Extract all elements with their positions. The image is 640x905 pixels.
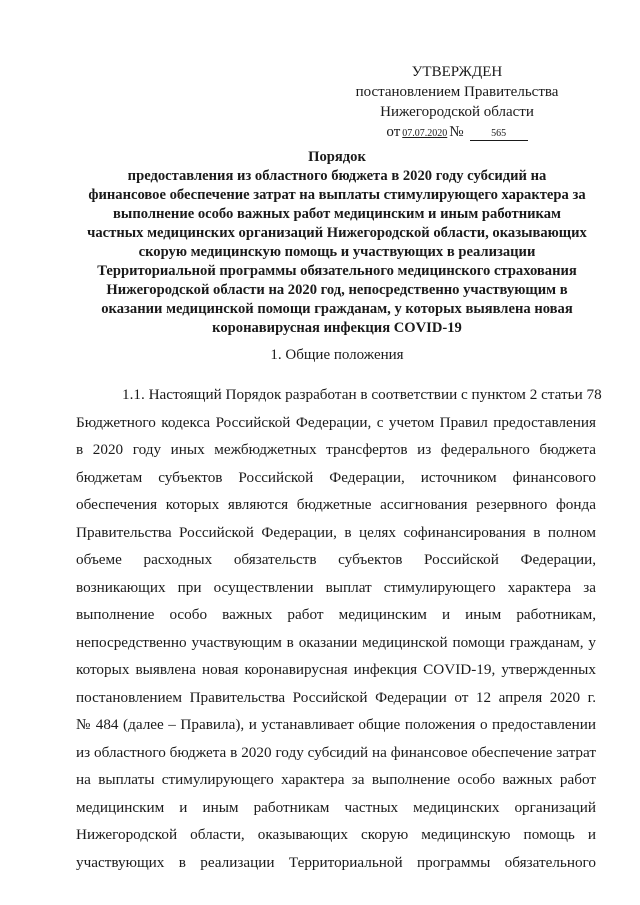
- paragraph-line: возникающих при осуществлении выплат стимулирующего характера за: [76, 578, 596, 596]
- approval-resolution: постановлением Правительства: [355, 84, 559, 100]
- title-line: Нижегородской области на 2020 год, непосредственно участвующим в: [106, 282, 568, 298]
- paragraph-line: в 2020 году иных межбюджетных трансфертов из федерального бюджета: [76, 441, 596, 458]
- approval-date-row: [386, 122, 527, 144]
- paragraph-line: Бюджетного кодекса Российской Федерации, с учетом Правил предоставления: [76, 413, 596, 431]
- title-line: частных медицинских организаций Нижегородской области, оказывающих: [87, 225, 587, 241]
- paragraph-line: 1.1. Настоящий Порядок разработан в соответствии с пунктом 2 статьи 78: [122, 386, 602, 403]
- approval-heading: УТВЕРЖДЕН: [411, 64, 503, 80]
- paragraph-line: непосредственно участвующим в оказании медицинской помощи гражданам, у: [76, 633, 596, 651]
- paragraph-line: бюджетам субъектов Российской Федерации, источником финансового: [76, 468, 596, 486]
- title-line: предоставления из областного бюджета в 2020 году субсидий на: [127, 168, 547, 184]
- approval-region: Нижегородской области: [380, 104, 534, 120]
- number-sign: №: [449, 124, 464, 140]
- paragraph-line: Нижегородской области, оказывающих скорую медицинскую помощь и: [76, 826, 596, 843]
- title-line: Порядок: [308, 149, 366, 165]
- date-prefix: от: [386, 124, 401, 140]
- paragraph-line: обеспечения которых являются бюджетные ассигнования резервного фонда: [76, 496, 596, 513]
- paragraph-line: которых выявлена новая коронавирусная инфекция COVID-19, утвержденных: [76, 661, 596, 678]
- paragraph-line: объеме расходных обязательств субъектов Российской Федерации,: [76, 551, 596, 568]
- paragraph-line: медицинским и иным работникам частных медицинских организаций: [76, 798, 596, 816]
- paragraph-line: из областного бюджета в 2020 году субсидий на финансовое обеспечение затрат: [76, 743, 596, 761]
- paragraph-line: постановлением Правительства Российской Федерации от 12 апреля 2020 г.: [76, 688, 596, 706]
- paragraph-line: выполнение особо важных работ медицинским и иным работникам,: [76, 606, 596, 623]
- paragraph-line: участвующих в реализации Территориальной программы обязательного: [76, 853, 596, 871]
- paragraph-1-1: [76, 381, 602, 876]
- paragraph-line: № 484 (далее – Правила), и устанавливает общие положения о предоставлении: [76, 716, 596, 733]
- title-line: выполнение особо важных работ медицинским и иным работникам: [113, 206, 561, 222]
- title-line: оказании медицинской помощи гражданам, у которых выявлена новая: [101, 301, 573, 317]
- title-line: финансовое обеспечение затрат на выплаты стимулирующего характера за: [88, 187, 586, 203]
- title-line: коронавирусная инфекция COVID-19: [212, 320, 462, 336]
- title-line: Территориальной программы обязательного медицинского страхования: [97, 263, 577, 279]
- document-title: [68, 148, 606, 338]
- title-line: скорую медицинскую помощь и участвующих в реализации: [138, 244, 536, 260]
- paragraph-line: Правительства Российской Федерации, в целях софинансирования в полном: [76, 523, 596, 541]
- approval-date: 07.07.2020: [402, 128, 448, 139]
- approval-stamp: [352, 62, 562, 144]
- approval-number: 565: [470, 128, 528, 141]
- paragraph-line: на выплаты стимулирующего характера за выполнение особо важных работ: [76, 771, 596, 788]
- section-heading: 1. Общие положения: [270, 347, 404, 363]
